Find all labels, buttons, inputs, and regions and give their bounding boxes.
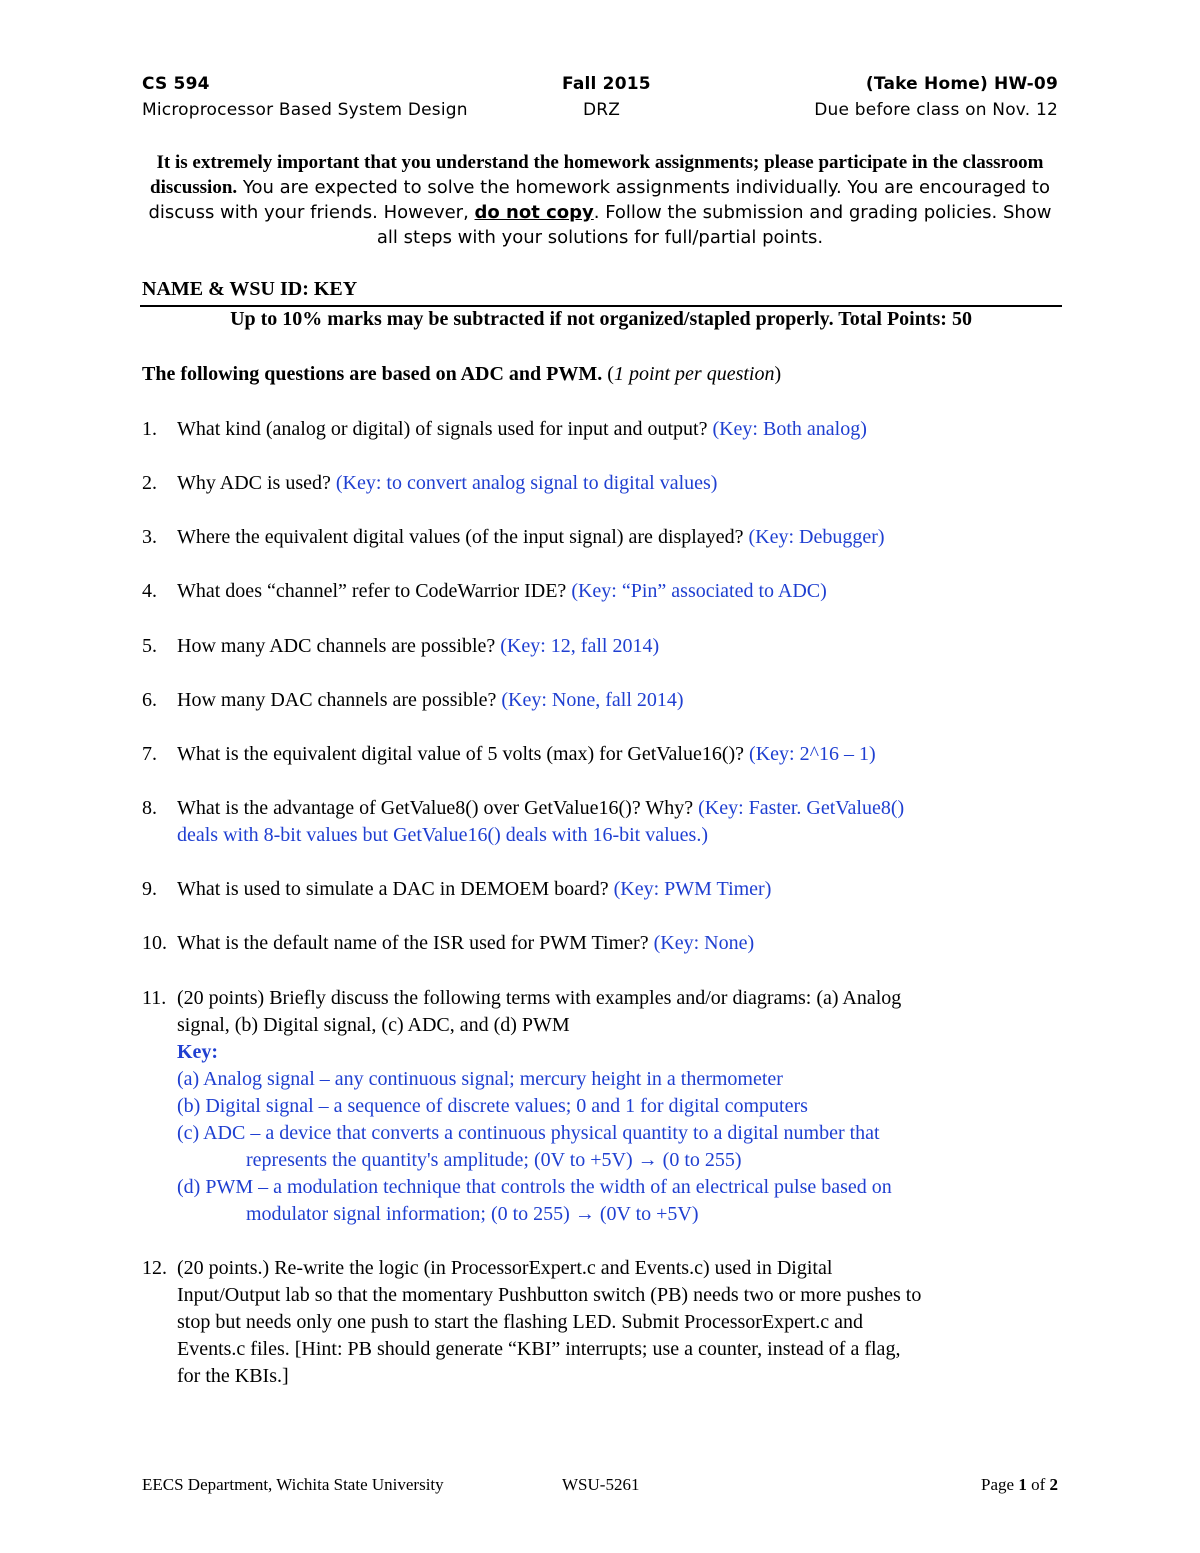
answer-key: (Key: None, fall 2014) [496,689,684,711]
question-text: What does “channel” refer to CodeWarrior IDE? [177,580,567,602]
question-number: 1. [142,418,157,440]
question-number: 4. [142,580,157,602]
question-text: What kind (analog or digital) of signals used for input and output? [177,418,708,440]
questions-heading-italic: 1 point per question [613,363,775,385]
do-not-copy: do not copy [474,202,594,223]
answer-key: (Key: Faster. GetValue8() [693,797,905,819]
question-11-line-2: signal, (b) Digital signal, (c) ADC, and (d) PWM [177,1014,570,1036]
question-text: What is used to simulate a DAC in DEMOEM board? [177,878,609,900]
due-date: Due before class on Nov. 12 [814,100,1058,120]
question-12 [142,1255,832,1282]
question-number: 6. [142,689,157,711]
question-text: (20 points.) Re-write the logic (in ProcessorExpert.c and Events.c) used in Digital [177,1257,833,1279]
intro-text-2: . Follow the submission and grading policies. Show all steps with your solutions for full/partial points. [376,202,1052,248]
questions-heading-bold: The following questions are based on ADC and PWM. [142,363,603,385]
intro-paragraph [140,150,1060,250]
question-10 [142,930,754,957]
name-line: NAME & WSU ID: KEY [142,278,358,300]
instructor: DRZ [583,100,621,120]
question-text: What is the default name of the ISR used for PWM Timer? [177,932,649,954]
question-number: 7. [142,743,157,765]
question-number: 9. [142,878,157,900]
answer-key: (Key: PWM Timer) [608,878,772,900]
footer-page-number [900,1475,1058,1495]
footer-department: EECS Department, Wichita State University [142,1475,444,1494]
key-c-continued: represents the quantity's amplitude; (0V to +5V) → (0 to 255) [246,1149,742,1171]
footer-room: WSU-5261 [562,1475,640,1494]
question-3 [142,524,885,551]
question-11 [142,985,901,1012]
question-text: How many ADC channels are possible? [177,635,496,657]
question-8 [142,795,904,822]
question-12-line-4: Events.c files. [Hint: PB should generate “KBI” interrupts; use a counter, instead of a flag, [177,1338,901,1360]
question-12-line-2: Input/Output lab so that the momentary Pushbutton switch (PB) needs two or more pushes to [177,1284,922,1306]
question-5 [142,633,659,660]
homework-title: (Take Home) HW-09 [865,74,1058,94]
question-7 [142,741,876,768]
page-prefix: Page [981,1475,1019,1494]
course-code: CS 594 [142,74,210,94]
key-a: (a) Analog signal – any continuous signal; mercury height in a thermometer [177,1068,783,1090]
key-b: (b) Digital signal – a sequence of discrete values; 0 and 1 for digital computers [177,1095,808,1117]
question-2 [142,470,717,497]
question-8-key-continued: deals with 8-bit values but GetValue16() deals with 16-bit values.) [177,824,708,846]
answer-key: (Key: “Pin” associated to ADC) [566,580,827,602]
questions-heading [142,363,781,386]
marks-line: Up to 10% marks may be subtracted if not organized/stapled properly. Total Points: 50 [230,308,972,330]
question-number: 3. [142,526,157,548]
question-number: 10. [142,932,167,954]
answer-key: (Key: Debugger) [743,526,885,548]
page-total: 2 [1049,1475,1058,1494]
divider [140,305,1062,307]
question-4 [142,578,827,605]
question-number: 12. [142,1257,167,1279]
question-number: 5. [142,635,157,657]
question-text: What is the advantage of GetValue8() over GetValue16()? Why? [177,797,694,819]
page-of: of [1026,1475,1050,1494]
key-c: (c) ADC – a device that converts a continuous physical quantity to a digital number that [177,1122,880,1144]
question-text: What is the equivalent digital value of 5 volts (max) for GetValue16()? [177,743,745,765]
answer-key: (Key: None) [648,932,755,954]
question-text: Why ADC is used? [177,472,331,494]
questions-heading-paren-close: ) [774,363,782,385]
question-number: 11. [142,987,167,1009]
answer-key: (Key: Both analog) [707,418,867,440]
question-1 [142,416,867,443]
question-9 [142,876,771,903]
question-number: 2. [142,472,157,494]
key-label: Key: [177,1041,219,1063]
answer-key: (Key: 12, fall 2014) [495,635,660,657]
intro-text-1: You are expected to solve the homework assignments individually. You are encouraged to discuss with your friends. However, [148,177,1050,223]
question-12-line-5: for the KBIs.] [177,1365,289,1387]
intro-bold: It is extremely important that you understand the homework assignments; please participate in the classroom discussion. [150,152,1044,198]
answer-key: (Key: to convert analog signal to digital values) [330,472,718,494]
question-6 [142,687,684,714]
question-text: (20 points) Briefly discuss the following terms with examples and/or diagrams: (a) Analog [177,987,902,1009]
question-text: Where the equivalent digital values (of the input signal) are displayed? [177,526,744,548]
page-current: 1 [1018,1475,1027,1494]
answer-key: (Key: 2^16 – 1) [744,743,876,765]
term: Fall 2015 [562,74,651,94]
question-number: 8. [142,797,157,819]
question-text: How many DAC channels are possible? [177,689,497,711]
key-d-continued: modulator signal information; (0 to 255) → (0V to +5V) [246,1203,699,1225]
question-12-line-3: stop but needs only one push to start the flashing LED. Submit ProcessorExpert.c and [177,1311,864,1333]
key-d: (d) PWM – a modulation technique that controls the width of an electrical pulse based on [177,1176,892,1198]
questions-heading-paren-open: ( [602,363,614,385]
course-title: Microprocessor Based System Design [142,100,468,120]
